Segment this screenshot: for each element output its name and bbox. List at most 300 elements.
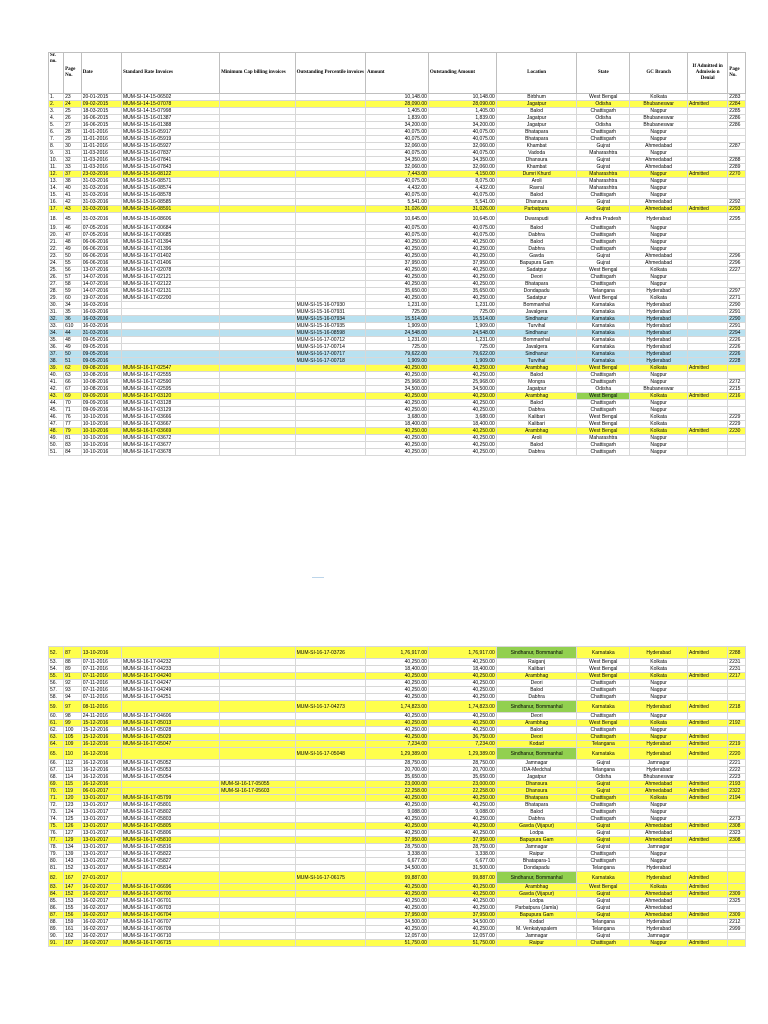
cell-outstanding-amount: 40,250.00 bbox=[428, 694, 496, 701]
table-row bbox=[49, 858, 746, 865]
cell-location: Jagatpur bbox=[496, 386, 577, 393]
cell-mincap-invoice bbox=[220, 246, 295, 253]
cell-standard-invoice: MUM-SI-16-17-03677 bbox=[121, 442, 219, 449]
cell-state: Chattisgarh bbox=[577, 129, 630, 136]
cell-location: Javalgera bbox=[496, 309, 577, 316]
cell-mincap-invoice bbox=[220, 891, 295, 898]
cell-amount: 15,514.00 bbox=[366, 316, 429, 323]
cell-amount: 35,650.00 bbox=[366, 774, 429, 781]
cell-location: Deori bbox=[496, 734, 577, 741]
cell-percentile-invoice: MUM-SI-15-16-07931 bbox=[295, 309, 365, 316]
cell-page-no-2: 2292 bbox=[728, 199, 746, 206]
table-row bbox=[49, 225, 746, 232]
cell-location: Jamnagar bbox=[496, 760, 577, 767]
cell-amount: 23,000.00 bbox=[366, 781, 429, 788]
cell-standard-invoice: MUM-SI-16-17-05816 bbox=[121, 844, 219, 851]
cell-sr-no: 53. bbox=[49, 659, 64, 666]
cell-state: Telangana bbox=[577, 288, 630, 295]
cell-sr-no: 3. bbox=[49, 108, 64, 115]
cell-standard-invoice: MUM-SI-15-16-08571 bbox=[121, 178, 219, 185]
cell-mincap-invoice bbox=[220, 905, 295, 912]
cell-outstanding-amount: 40,250.00 bbox=[428, 830, 496, 837]
table-row bbox=[49, 239, 746, 246]
cell-sr-no: 56. bbox=[49, 680, 64, 687]
cell-date: 09-08-2016 bbox=[81, 365, 121, 372]
cell-sr-no: 14. bbox=[49, 185, 64, 192]
cell-state: West Bengal bbox=[577, 94, 630, 101]
cell-date: 19-07-2016 bbox=[81, 295, 121, 302]
cell-location: Mongra bbox=[496, 379, 577, 386]
cell-outstanding-amount: 40,250.00 bbox=[428, 926, 496, 933]
cell-admitted: Admitted bbox=[688, 171, 728, 178]
cell-percentile-invoice bbox=[295, 795, 365, 802]
cell-page-no-2 bbox=[728, 851, 746, 858]
cell-admitted: Admitted bbox=[688, 101, 728, 108]
cell-location: Balod bbox=[496, 372, 577, 379]
table-row bbox=[49, 192, 746, 199]
cell-percentile-invoice bbox=[295, 865, 365, 872]
cell-mincap-invoice bbox=[220, 741, 295, 748]
cell-location: Dabhra bbox=[496, 246, 577, 253]
table-row bbox=[49, 129, 746, 136]
cell-mincap-invoice bbox=[220, 232, 295, 239]
table-row bbox=[49, 872, 746, 884]
cell-admitted bbox=[688, 330, 728, 337]
cell-mincap-invoice bbox=[220, 213, 295, 225]
cell-mincap-invoice: MUM-SI-16-17-05055 bbox=[220, 781, 295, 788]
cell-sr-no: 58. bbox=[49, 694, 64, 701]
cell-sr-no: 43. bbox=[49, 393, 64, 400]
cell-percentile-invoice bbox=[295, 365, 365, 372]
cell-page-no-2: 2286 bbox=[728, 115, 746, 122]
cell-sr-no: 49. bbox=[49, 435, 64, 442]
cell-percentile-invoice bbox=[295, 830, 365, 837]
cell-percentile-invoice bbox=[295, 225, 365, 232]
cell-sr-no: 83. bbox=[49, 884, 64, 891]
table-row bbox=[49, 865, 746, 872]
cell-location: Kalibari bbox=[496, 421, 577, 428]
cell-admitted bbox=[688, 421, 728, 428]
cell-percentile-invoice: MUM-SI-16-17-04273 bbox=[295, 701, 365, 713]
cell-admitted bbox=[688, 844, 728, 851]
cell-outstanding-amount: 1,76,917.00 bbox=[428, 647, 496, 659]
table-row bbox=[49, 316, 746, 323]
cell-admitted bbox=[688, 659, 728, 666]
cell-page-no-2: 2271 bbox=[728, 295, 746, 302]
cell-amount: 28,750.00 bbox=[366, 844, 429, 851]
cell-mincap-invoice bbox=[220, 414, 295, 421]
cell-amount: 725.00 bbox=[366, 344, 429, 351]
cell-amount: 40,250.00 bbox=[366, 734, 429, 741]
cell-outstanding-amount: 40,250.00 bbox=[428, 393, 496, 400]
invoice-table-part-2 bbox=[48, 646, 746, 947]
table-row bbox=[49, 414, 746, 421]
cell-mincap-invoice bbox=[220, 316, 295, 323]
cell-date: 11-03-2016 bbox=[81, 150, 121, 157]
cell-date: 10-10-2016 bbox=[81, 442, 121, 449]
table-row bbox=[49, 185, 746, 192]
cell-outstanding-amount: 40,250.00 bbox=[428, 400, 496, 407]
cell-percentile-invoice bbox=[295, 143, 365, 150]
cell-outstanding-amount: 40,250.00 bbox=[428, 802, 496, 809]
cell-gc-branch: Kolkata bbox=[630, 295, 688, 302]
cell-admitted bbox=[688, 136, 728, 143]
cell-admitted: Admitted bbox=[688, 837, 728, 844]
cell-state: Telangana bbox=[577, 865, 630, 872]
cell-location: Balod bbox=[496, 727, 577, 734]
cell-sr-no: 59. bbox=[49, 701, 64, 713]
cell-percentile-invoice bbox=[295, 94, 365, 101]
cell-state: Odisha bbox=[577, 386, 630, 393]
cell-outstanding-amount: 40,250.00 bbox=[428, 816, 496, 823]
cell-amount: 34,500.00 bbox=[366, 386, 429, 393]
cell-sr-no: 79. bbox=[49, 851, 64, 858]
cell-standard-invoice bbox=[121, 872, 219, 884]
cell-admitted bbox=[688, 386, 728, 393]
cell-location: Dabhra bbox=[496, 816, 577, 823]
cell-standard-invoice: MUM-SI-16-17-01402 bbox=[121, 253, 219, 260]
cell-page-no-2 bbox=[728, 407, 746, 414]
cell-page-no-2 bbox=[728, 727, 746, 734]
cell-standard-invoice: MUM-SI-15-16-01387 bbox=[121, 115, 219, 122]
cell-amount: 1,29,389.00 bbox=[366, 748, 429, 760]
cell-percentile-invoice bbox=[295, 393, 365, 400]
cell-outstanding-amount: 35,650.00 bbox=[428, 774, 496, 781]
cell-mincap-invoice bbox=[220, 816, 295, 823]
cell-standard-invoice bbox=[121, 781, 219, 788]
cell-page-no: 41 bbox=[64, 192, 82, 199]
cell-date: 07-11-2016 bbox=[81, 659, 121, 666]
cell-page-no: 37 bbox=[64, 171, 82, 178]
cell-amount: 40,250.00 bbox=[366, 694, 429, 701]
cell-location: Sindhanur, Bommanhal bbox=[496, 748, 577, 760]
cell-amount: 12,057.00 bbox=[366, 933, 429, 940]
cell-standard-invoice bbox=[121, 748, 219, 760]
cell-page-no-2: 2296 bbox=[728, 253, 746, 260]
cell-amount: 40,250.00 bbox=[366, 295, 429, 302]
cell-percentile-invoice bbox=[295, 414, 365, 421]
cell-amount: 25,968.00 bbox=[366, 379, 429, 386]
cell-standard-invoice bbox=[121, 330, 219, 337]
cell-sr-no: 11. bbox=[49, 164, 64, 171]
cell-page-no: 155 bbox=[64, 905, 82, 912]
cell-date: 13-07-2016 bbox=[81, 267, 121, 274]
cell-page-no: 162 bbox=[64, 933, 82, 940]
cell-state: Karnataka bbox=[577, 337, 630, 344]
cell-sr-no: 85. bbox=[49, 898, 64, 905]
table-row bbox=[49, 232, 746, 239]
cell-sr-no: 76. bbox=[49, 830, 64, 837]
cell-standard-invoice: MUM-SI-16-17-06700 bbox=[121, 891, 219, 898]
table-row bbox=[49, 933, 746, 940]
cell-percentile-invoice bbox=[295, 267, 365, 274]
cell-mincap-invoice bbox=[220, 309, 295, 316]
cell-date: 07-05-2016 bbox=[81, 232, 121, 239]
cell-standard-invoice: MUM-SI-15-16-05927 bbox=[121, 143, 219, 150]
cell-date: 13-01-2017 bbox=[81, 851, 121, 858]
cell-mincap-invoice bbox=[220, 837, 295, 844]
cell-outstanding-amount: 37,950.00 bbox=[428, 260, 496, 267]
cell-sr-no: 22. bbox=[49, 246, 64, 253]
cell-mincap-invoice bbox=[220, 122, 295, 129]
cell-gc-branch: Nagpur bbox=[630, 435, 688, 442]
cell-date: 16-03-2016 bbox=[81, 323, 121, 330]
table-row bbox=[49, 206, 746, 213]
cell-date: 06-01-2017 bbox=[81, 788, 121, 795]
cell-state: Gujrat bbox=[577, 823, 630, 830]
cell-date: 23-03-2016 bbox=[81, 171, 121, 178]
cell-page-no-2: 2286 bbox=[728, 122, 746, 129]
table-row bbox=[49, 666, 746, 673]
cell-page-no: 30 bbox=[64, 143, 82, 150]
cell-outstanding-amount: 10,148.00 bbox=[428, 94, 496, 101]
cell-percentile-invoice bbox=[295, 687, 365, 694]
cell-mincap-invoice bbox=[220, 386, 295, 393]
cell-percentile-invoice bbox=[295, 788, 365, 795]
cell-sr-no: 21. bbox=[49, 239, 64, 246]
table-row bbox=[49, 253, 746, 260]
table-row bbox=[49, 372, 746, 379]
table-row bbox=[49, 309, 746, 316]
cell-date: 16-02-2017 bbox=[81, 926, 121, 933]
cell-sr-no: 39. bbox=[49, 365, 64, 372]
cell-mincap-invoice bbox=[220, 694, 295, 701]
cell-admitted bbox=[688, 122, 728, 129]
cell-outstanding-amount: 40,250.00 bbox=[428, 295, 496, 302]
cell-page-no: 114 bbox=[64, 774, 82, 781]
cell-amount: 40,250.00 bbox=[366, 253, 429, 260]
cell-admitted bbox=[688, 774, 728, 781]
cell-gc-branch: Hyderabad bbox=[630, 647, 688, 659]
cell-mincap-invoice bbox=[220, 647, 295, 659]
cell-mincap-invoice bbox=[220, 851, 295, 858]
cell-outstanding-amount: 40,250.00 bbox=[428, 267, 496, 274]
cell-state: Karnataka bbox=[577, 872, 630, 884]
cell-standard-invoice bbox=[121, 337, 219, 344]
table-row bbox=[49, 673, 746, 680]
cell-gc-branch: Nagpur bbox=[630, 372, 688, 379]
cell-mincap-invoice bbox=[220, 898, 295, 905]
cell-amount: 40,250.00 bbox=[366, 267, 429, 274]
cell-amount: 32,060.00 bbox=[366, 164, 429, 171]
cell-date: 14-07-2016 bbox=[81, 288, 121, 295]
cell-state: Gujrat bbox=[577, 206, 630, 213]
cell-state: West Bengal bbox=[577, 659, 630, 666]
cell-outstanding-amount: 40,250.00 bbox=[428, 687, 496, 694]
cell-page-no: 139 bbox=[64, 851, 82, 858]
cell-page-no: 66 bbox=[64, 379, 82, 386]
cell-admitted bbox=[688, 344, 728, 351]
cell-amount: 40,250.00 bbox=[366, 281, 429, 288]
cell-page-no-2: 2291 bbox=[728, 309, 746, 316]
cell-sr-no: 10. bbox=[49, 157, 64, 164]
cell-sr-no: 89. bbox=[49, 926, 64, 933]
cell-admitted: Admitted bbox=[688, 748, 728, 760]
cell-percentile-invoice bbox=[295, 274, 365, 281]
cell-outstanding-amount: 18,400.00 bbox=[428, 666, 496, 673]
cell-amount: 40,250.00 bbox=[366, 393, 429, 400]
cell-location: Turvihal bbox=[496, 323, 577, 330]
cell-page-no: 38 bbox=[64, 178, 82, 185]
page-divider-mark bbox=[312, 577, 324, 578]
cell-date: 16-02-2017 bbox=[81, 940, 121, 947]
cell-location: Bommanhal bbox=[496, 302, 577, 309]
cell-mincap-invoice bbox=[220, 713, 295, 720]
cell-outstanding-amount: 37,950.00 bbox=[428, 837, 496, 844]
table-row bbox=[49, 365, 746, 372]
cell-standard-invoice: MUM-SI-16-17-05053 bbox=[121, 767, 219, 774]
header-outstanding-amount: Outstanding Amount bbox=[428, 53, 496, 94]
cell-state: Telangana bbox=[577, 919, 630, 926]
cell-date: 09-05-2016 bbox=[81, 337, 121, 344]
cell-gc-branch: Ahmedabad bbox=[630, 823, 688, 830]
cell-page-no: 127 bbox=[64, 830, 82, 837]
table-row bbox=[49, 449, 746, 456]
cell-date: 10-10-2016 bbox=[81, 449, 121, 456]
cell-date: 16-12-2016 bbox=[81, 760, 121, 767]
table-row bbox=[49, 358, 746, 365]
cell-admitted: Admitted bbox=[688, 891, 728, 898]
cell-mincap-invoice bbox=[220, 206, 295, 213]
cell-page-no-2: 2309 bbox=[728, 891, 746, 898]
cell-sr-no: 55. bbox=[49, 673, 64, 680]
cell-page-no: 48 bbox=[64, 337, 82, 344]
header-minimum-cap-billing-invoices: Minimum Cap billing invoices bbox=[220, 53, 295, 94]
cell-standard-invoice: MUM-SI-15-16-08585 bbox=[121, 199, 219, 206]
cell-gc-branch: Hyderabad bbox=[630, 919, 688, 926]
table-row bbox=[49, 178, 746, 185]
cell-page-no-2: 2272 bbox=[728, 379, 746, 386]
cell-standard-invoice: MUM-SI-16-17-02122 bbox=[121, 281, 219, 288]
cell-outstanding-amount: 23,000.00 bbox=[428, 781, 496, 788]
cell-location: Raipur bbox=[496, 851, 577, 858]
cell-state: Chattisgarh bbox=[577, 379, 630, 386]
cell-outstanding-amount: 18,400.00 bbox=[428, 421, 496, 428]
cell-state: West Bengal bbox=[577, 884, 630, 891]
cell-sr-no: 73. bbox=[49, 809, 64, 816]
cell-standard-invoice: MUM-SI-16-17-05827 bbox=[121, 858, 219, 865]
cell-page-no-2 bbox=[728, 694, 746, 701]
cell-percentile-invoice bbox=[295, 178, 365, 185]
cell-amount: 40,250.00 bbox=[366, 905, 429, 912]
cell-location: Arambhag bbox=[496, 720, 577, 727]
cell-standard-invoice: MUM-SI-16-17-06707 bbox=[121, 919, 219, 926]
cell-standard-invoice: MUM-SI-16-17-02078 bbox=[121, 267, 219, 274]
cell-location: Khambat bbox=[496, 164, 577, 171]
cell-admitted: Admitted bbox=[688, 206, 728, 213]
cell-outstanding-amount: 40,250.00 bbox=[428, 253, 496, 260]
cell-state: Gujrat bbox=[577, 844, 630, 851]
cell-admitted bbox=[688, 858, 728, 865]
cell-date: 09-05-2016 bbox=[81, 358, 121, 365]
table-row bbox=[49, 898, 746, 905]
cell-gc-branch: Hyderabad bbox=[630, 358, 688, 365]
table-row bbox=[49, 741, 746, 748]
cell-page-no: 36 bbox=[64, 316, 82, 323]
cell-percentile-invoice bbox=[295, 837, 365, 844]
cell-gc-branch: Nagpur bbox=[630, 816, 688, 823]
cell-gc-branch: Jamnagar bbox=[630, 844, 688, 851]
cell-amount: 40,250.00 bbox=[366, 400, 429, 407]
cell-sr-no: 54. bbox=[49, 666, 64, 673]
cell-location: Ravral bbox=[496, 185, 577, 192]
cell-gc-branch: Kolkata bbox=[630, 428, 688, 435]
cell-gc-branch: Hyderabad bbox=[630, 344, 688, 351]
cell-percentile-invoice: MUM-SI-16-17-03726 bbox=[295, 647, 365, 659]
cell-admitted bbox=[688, 225, 728, 232]
cell-gc-branch: Nagpur bbox=[630, 400, 688, 407]
cell-gc-branch: Nagpur bbox=[630, 246, 688, 253]
cell-standard-invoice: MUM-SI-16-17-00685 bbox=[121, 232, 219, 239]
cell-mincap-invoice bbox=[220, 274, 295, 281]
cell-date: 13-01-2017 bbox=[81, 823, 121, 830]
cell-mincap-invoice bbox=[220, 858, 295, 865]
cell-standard-invoice: MUM-SI-16-17-05803 bbox=[121, 816, 219, 823]
cell-gc-branch: Kolkata bbox=[630, 94, 688, 101]
cell-sr-no: 78. bbox=[49, 844, 64, 851]
cell-page-no: 161 bbox=[64, 926, 82, 933]
cell-date: 13-01-2017 bbox=[81, 858, 121, 865]
cell-mincap-invoice bbox=[220, 680, 295, 687]
table-row bbox=[49, 143, 746, 150]
cell-location: Balod bbox=[496, 687, 577, 694]
cell-admitted bbox=[688, 372, 728, 379]
table-row bbox=[49, 281, 746, 288]
cell-state: Karnataka bbox=[577, 344, 630, 351]
cell-page-no: 92 bbox=[64, 680, 82, 687]
cell-page-no-2: 2290 bbox=[728, 316, 746, 323]
cell-outstanding-amount: 40,250.00 bbox=[428, 246, 496, 253]
cell-outstanding-amount: 25,968.00 bbox=[428, 379, 496, 386]
cell-sr-no: 57. bbox=[49, 687, 64, 694]
cell-admitted bbox=[688, 865, 728, 872]
header-location: Location bbox=[496, 53, 577, 94]
cell-sr-no: 70. bbox=[49, 788, 64, 795]
cell-amount: 40,250.00 bbox=[366, 687, 429, 694]
cell-page-no: 115 bbox=[64, 781, 82, 788]
cell-page-no: 57 bbox=[64, 274, 82, 281]
cell-percentile-invoice: MUM-SI-15-16-07934 bbox=[295, 316, 365, 323]
cell-outstanding-amount: 7,234.00 bbox=[428, 741, 496, 748]
cell-mincap-invoice bbox=[220, 823, 295, 830]
cell-outstanding-amount: 4,432.00 bbox=[428, 185, 496, 192]
cell-gc-branch: Nagpur bbox=[630, 379, 688, 386]
cell-page-no-2 bbox=[728, 129, 746, 136]
cell-amount: 40,250.00 bbox=[366, 680, 429, 687]
cell-date: 13-01-2017 bbox=[81, 865, 121, 872]
cell-location: Dhansura bbox=[496, 781, 577, 788]
cell-state: West Bengal bbox=[577, 393, 630, 400]
cell-amount: 32,060.00 bbox=[366, 143, 429, 150]
cell-page-no-2 bbox=[728, 734, 746, 741]
cell-sr-no: 51. bbox=[49, 449, 64, 456]
cell-location: Sindhanur bbox=[496, 316, 577, 323]
cell-admitted bbox=[688, 309, 728, 316]
cell-amount: 40,250.00 bbox=[366, 449, 429, 456]
cell-amount: 40,250.00 bbox=[366, 428, 429, 435]
cell-sr-no: 23. bbox=[49, 253, 64, 260]
cell-percentile-invoice bbox=[295, 386, 365, 393]
cell-percentile-invoice bbox=[295, 150, 365, 157]
table-row bbox=[49, 837, 746, 844]
cell-mincap-invoice bbox=[220, 157, 295, 164]
cell-gc-branch: Nagpur bbox=[630, 108, 688, 115]
cell-admitted: Admitted bbox=[688, 912, 728, 919]
cell-state: Chattisgarh bbox=[577, 851, 630, 858]
cell-date: 07-11-2016 bbox=[81, 694, 121, 701]
cell-amount: 9,088.00 bbox=[366, 809, 429, 816]
table-row bbox=[49, 912, 746, 919]
